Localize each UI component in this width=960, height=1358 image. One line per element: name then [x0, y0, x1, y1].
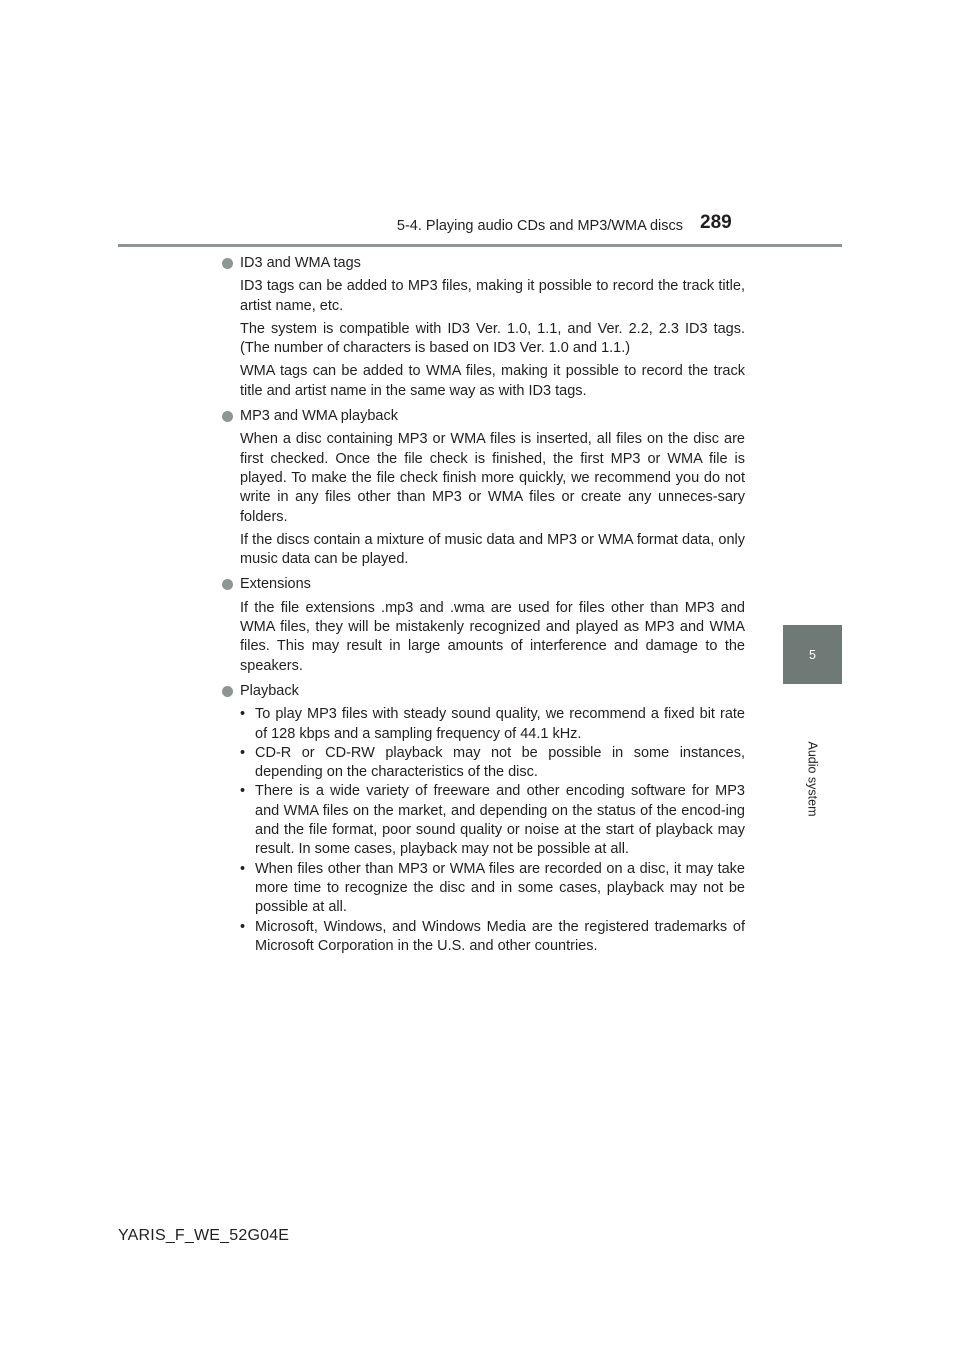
bullet-dot-icon [222, 579, 233, 590]
paragraph: ID3 tags can be added to MP3 files, making it possible to record the track title, artist name, etc. [240, 278, 745, 314]
bullet-dot-icon [222, 686, 233, 697]
section-heading [222, 575, 745, 594]
paragraph: If the discs contain a mixture of music data and MP3 or WMA format data, only music data can be played. [240, 531, 745, 568]
list-item: • There is a wide variety of freeware and other encoding software for MP3 and WMA files on the market, and depending on the status of the encod-ing and the file format, poor sound quality or noise at the start of playback may result. In some cases, playback may not be possible at all. [240, 782, 745, 859]
document-code: YARIS_F_WE_52G04E [118, 1227, 290, 1244]
page-number: 289 [700, 212, 732, 233]
section-heading [222, 407, 745, 426]
section-heading-text: Extensions [240, 576, 311, 593]
list-item: • To play MP3 files with steady sound quality, we recommend a fixed bit rate of 128 kbps and a sampling frequency of 44.1 kHz. [240, 705, 745, 744]
page-content [222, 254, 745, 956]
bullet-dot-icon [222, 258, 233, 269]
paragraph: If the file extensions .mp3 and .wma are used for files other than MP3 and WMA files, they will be mistakenly recognized and played as MP3 and WMA files. This may result in large amounts of interference and damage to the speakers. [240, 599, 745, 674]
section-title: 5-4. Playing audio CDs and MP3/WMA discs [396, 218, 683, 234]
section-heading-text: ID3 and WMA tags [240, 255, 361, 271]
header-divider [118, 244, 842, 247]
section-heading [222, 254, 745, 273]
chapter-tab-label [783, 684, 842, 874]
section-heading [222, 682, 745, 701]
paragraph: When a disc containing MP3 or WMA files is inserted, all files on the disc are first checked. Once the file check is finished, the first MP3 or WMA file is played. To make the file check finish more quickly, we recommend you do not write in any files other than MP3 or WMA files or create any unneces-sary folders. [240, 431, 745, 525]
section-heading-text: MP3 and WMA playback [240, 408, 398, 425]
playback-list [222, 705, 745, 956]
list-item: • CD-R or CD-RW playback may not be possible in some instances, depending on the characteristics of the disc. [240, 744, 745, 783]
list-item: • When files other than MP3 or WMA files are recorded on a disc, it may take more time to recognize the disc and in some cases, playback may not be possible at all. [240, 860, 745, 918]
section-heading-text: Playback [240, 682, 299, 699]
list-item: • Microsoft, Windows, and Windows Media are the registered trademarks of Microsoft Corporation in the U.S. and other countries. [240, 918, 745, 957]
chapter-tab-title: Audio system [805, 741, 820, 817]
paragraph: WMA tags can be added to WMA files, making it possible to record the track title and artist name in the same way as with ID3 tags. [240, 363, 745, 399]
paragraph: The system is compatible with ID3 Ver. 1.0, 1.1, and Ver. 2.2, 2.3 ID3 tags. (The number of characters is based on ID3 Ver. 1.0 and 1.1.) [240, 320, 745, 357]
bullet-dot-icon [222, 411, 233, 422]
chapter-tab-number: 5 [783, 625, 842, 684]
